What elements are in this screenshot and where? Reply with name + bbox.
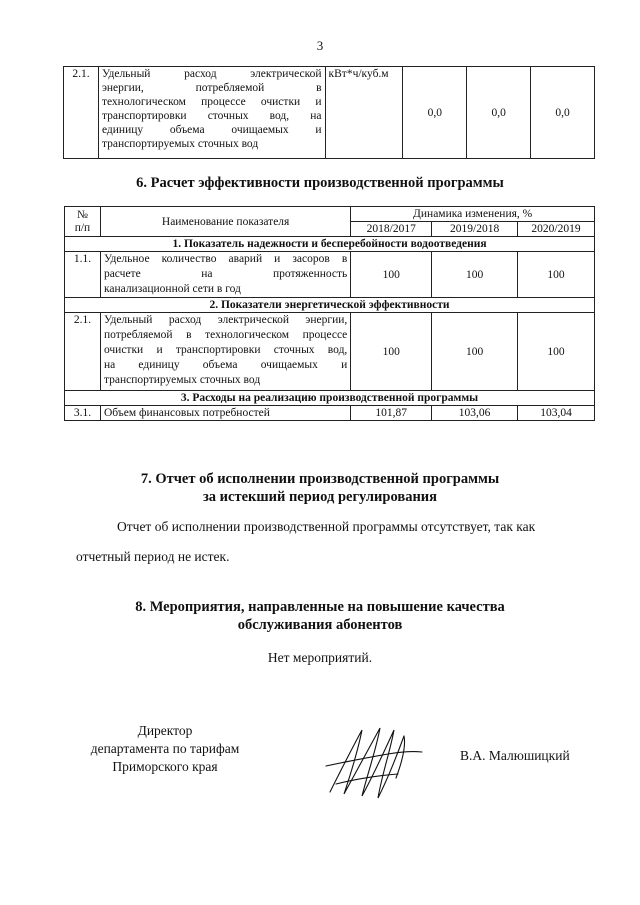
value-cell: 100 [518, 313, 595, 391]
row-number: 1.1. [65, 252, 101, 298]
top-table [63, 66, 595, 159]
page-number: 3 [316, 38, 324, 53]
table-header-row [65, 207, 595, 222]
group-title-row [65, 237, 595, 252]
section7-text-line1: Отчет об исполнении производственной программы отсутствует, так как [117, 519, 536, 534]
value-cell: 100 [432, 313, 518, 391]
signatory-name: В.А. Малюшицкий [460, 748, 570, 763]
table-row [65, 252, 595, 298]
group-title: 1. Показатель надежности и бесперебойности водоотведения [65, 237, 595, 252]
section7-text-line2: отчетный период не истек. [76, 549, 230, 564]
section7-title: 7. Отчет об исполнении производственной программы за истекший период регулирования [140, 471, 500, 505]
header-indicator: Наименование показателя [100, 207, 350, 237]
header-year: 2018/2017 [351, 222, 432, 237]
header-year: 2020/2019 [518, 222, 595, 237]
indicator-name: Удельный расход электрической энергии, потребляемой в технологическом процессе очистки и транспортировки сточных вод, на единицу объема очищаемых и транспортируемых сточных вод [98, 67, 325, 159]
indicator-name: Удельный расход электрической энергии, потребляемой в технологическом процессе очистки и транспортировки сточных вод, на единицу объема очищаемых и транспортируемых сточных вод [100, 313, 350, 391]
section8-text: Нет мероприятий. [267, 650, 373, 665]
value-cell: 100 [351, 252, 432, 298]
value-cell: 103,04 [518, 406, 595, 421]
group-title: 3. Расходы на реализацию производственной программы [65, 391, 595, 406]
row-number: 3.1. [65, 406, 101, 421]
value-cell: 103,06 [432, 406, 518, 421]
section8-title: 8. Мероприятия, направленные на повышение качества обслуживания абонентов [135, 599, 505, 633]
value-cell: 0,0 [403, 67, 467, 159]
indicator-name: Объем финансовых потребностей [100, 406, 350, 421]
indicator-name: Удельное количество аварий и засоров в расчете на протяженность канализационной сети в год [100, 252, 350, 298]
value-cell: 0,0 [531, 67, 595, 159]
value-cell: 0,0 [467, 67, 531, 159]
row-number: 2.1. [64, 67, 99, 159]
table-row [65, 406, 595, 421]
section6-title: 6. Расчет эффективности производственной программы [136, 175, 504, 191]
signature-mark [322, 722, 432, 802]
group-title-row [65, 298, 595, 313]
header-dynamics: Динамика изменения, % [351, 207, 595, 222]
efficiency-table [64, 206, 595, 421]
value-cell: 100 [518, 252, 595, 298]
group-title-row [65, 391, 595, 406]
value-cell: 100 [432, 252, 518, 298]
header-number: № п/п [65, 207, 101, 237]
value-cell: 100 [351, 313, 432, 391]
table-row [65, 313, 595, 391]
unit-cell: кВт*ч/куб.м [325, 67, 403, 159]
table-row [64, 67, 595, 159]
header-year: 2019/2018 [432, 222, 518, 237]
signatory-position: Директор департамента по тарифам Приморского края [90, 723, 240, 774]
row-number: 2.1. [65, 313, 101, 391]
value-cell: 101,87 [351, 406, 432, 421]
group-title: 2. Показатели энергетической эффективности [65, 298, 595, 313]
